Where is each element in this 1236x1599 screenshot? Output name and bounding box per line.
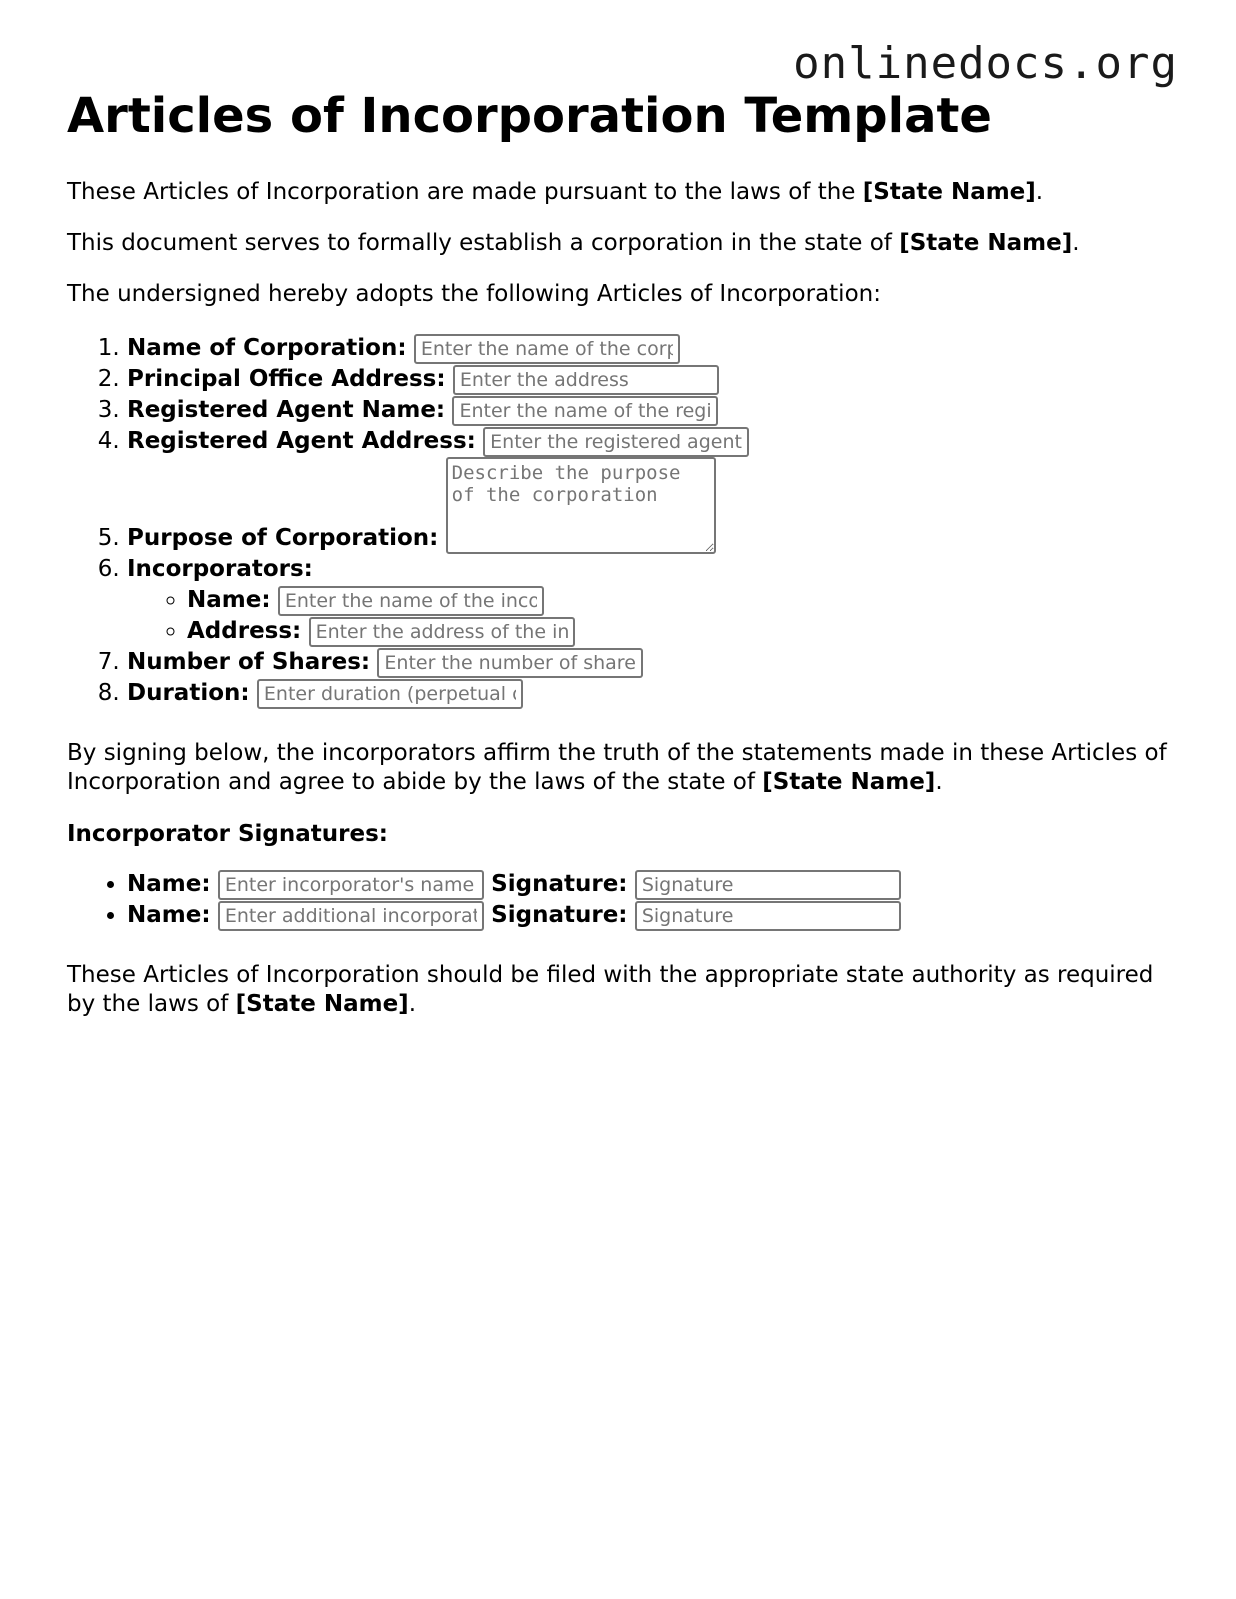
agent-name-input[interactable] [452,396,718,426]
shares-input[interactable] [377,648,643,678]
office-address-input[interactable] [453,365,719,395]
intro-paragraph-1: These Articles of Incorporation are made pursuant to the laws of the [State Name]. [67,179,1044,205]
duration-input[interactable] [257,679,523,709]
state-name-placeholder: [State Name] [762,769,936,795]
page-title: Articles of Incorporation Template [67,88,992,144]
registered-agent-address-label: Registered Agent Address: [127,428,476,454]
document-page [67,80,1177,1041]
state-name-placeholder: [State Name] [235,991,409,1017]
signature-input[interactable] [635,901,901,931]
state-name-placeholder: [State Name] [899,230,1073,256]
signer-name-input[interactable] [218,901,484,931]
state-name-placeholder: [State Name] [862,179,1036,205]
incorporator-name-label: Name: [187,587,271,613]
registered-agent-name-label: Registered Agent Name: [127,397,446,423]
signature-row [127,900,1177,931]
site-watermark: onlinedocs.org [793,38,1178,89]
purpose-textarea[interactable] [446,457,716,554]
incorporator-address-item [187,616,1177,647]
intro-text-2: This document serves to formally establish a corporation in the state of [67,230,900,256]
signature-row [127,869,1177,900]
incorporator-name-item [187,585,1177,616]
incorporator-address-label: Address: [187,618,302,644]
duration-label: Duration: [127,680,250,706]
article-name [127,333,1177,364]
signatures-heading: Incorporator Signatures: [67,821,388,847]
articles-list [67,333,1177,709]
incorporator-name-input[interactable] [278,586,544,616]
signatures-list [67,869,1177,931]
closing-paragraph: These Articles of Incorporation should be filed with the appropriate state authority as required by the laws of [State Name]. [67,962,1154,1017]
name-of-corporation-label: Name of Corporation: [127,335,407,361]
article-agent-address [127,426,1177,457]
signature-label: Signature: [491,902,628,928]
article-office [127,364,1177,395]
affirmation-paragraph: By signing below, the incorporators affirm the truth of the statements made in these Articles of Incorporation and agree to abide by the laws of the state of [State Name]. [67,740,1167,795]
closing-text: These Articles of Incorporation should be filed with the appropriate state authority as required by the laws of [67,962,1154,1017]
signer-name-label: Name: [127,871,211,897]
principal-office-label: Principal Office Address: [127,366,446,392]
article-agent-name [127,395,1177,426]
article-duration [127,678,1177,709]
intro-paragraph-3: The undersigned hereby adopts the following Articles of Incorporation: [67,281,881,307]
incorporator-address-input[interactable] [309,617,575,647]
affirmation-text: By signing below, the incorporators affirm the truth of the statements made in these Articles of Incorporation and agree to abide by the laws of the state of [67,740,1167,795]
article-incorporators [127,554,1177,647]
incorporators-label: Incorporators: [127,556,313,582]
incorporators-sublist [127,585,1177,647]
corporation-name-input[interactable] [414,334,680,364]
agent-address-input[interactable] [483,427,749,457]
signer-name-label: Name: [127,902,211,928]
intro-paragraph-2: This document serves to formally establish a corporation in the state of [State Name]. [67,230,1080,256]
article-purpose [127,457,1177,554]
signature-label: Signature: [491,871,628,897]
purpose-label: Purpose of Corporation: [127,525,439,551]
signer-name-input[interactable] [218,870,484,900]
intro-text-1: These Articles of Incorporation are made pursuant to the laws of the [67,179,863,205]
article-shares [127,647,1177,678]
signature-input[interactable] [635,870,901,900]
number-of-shares-label: Number of Shares: [127,649,371,675]
